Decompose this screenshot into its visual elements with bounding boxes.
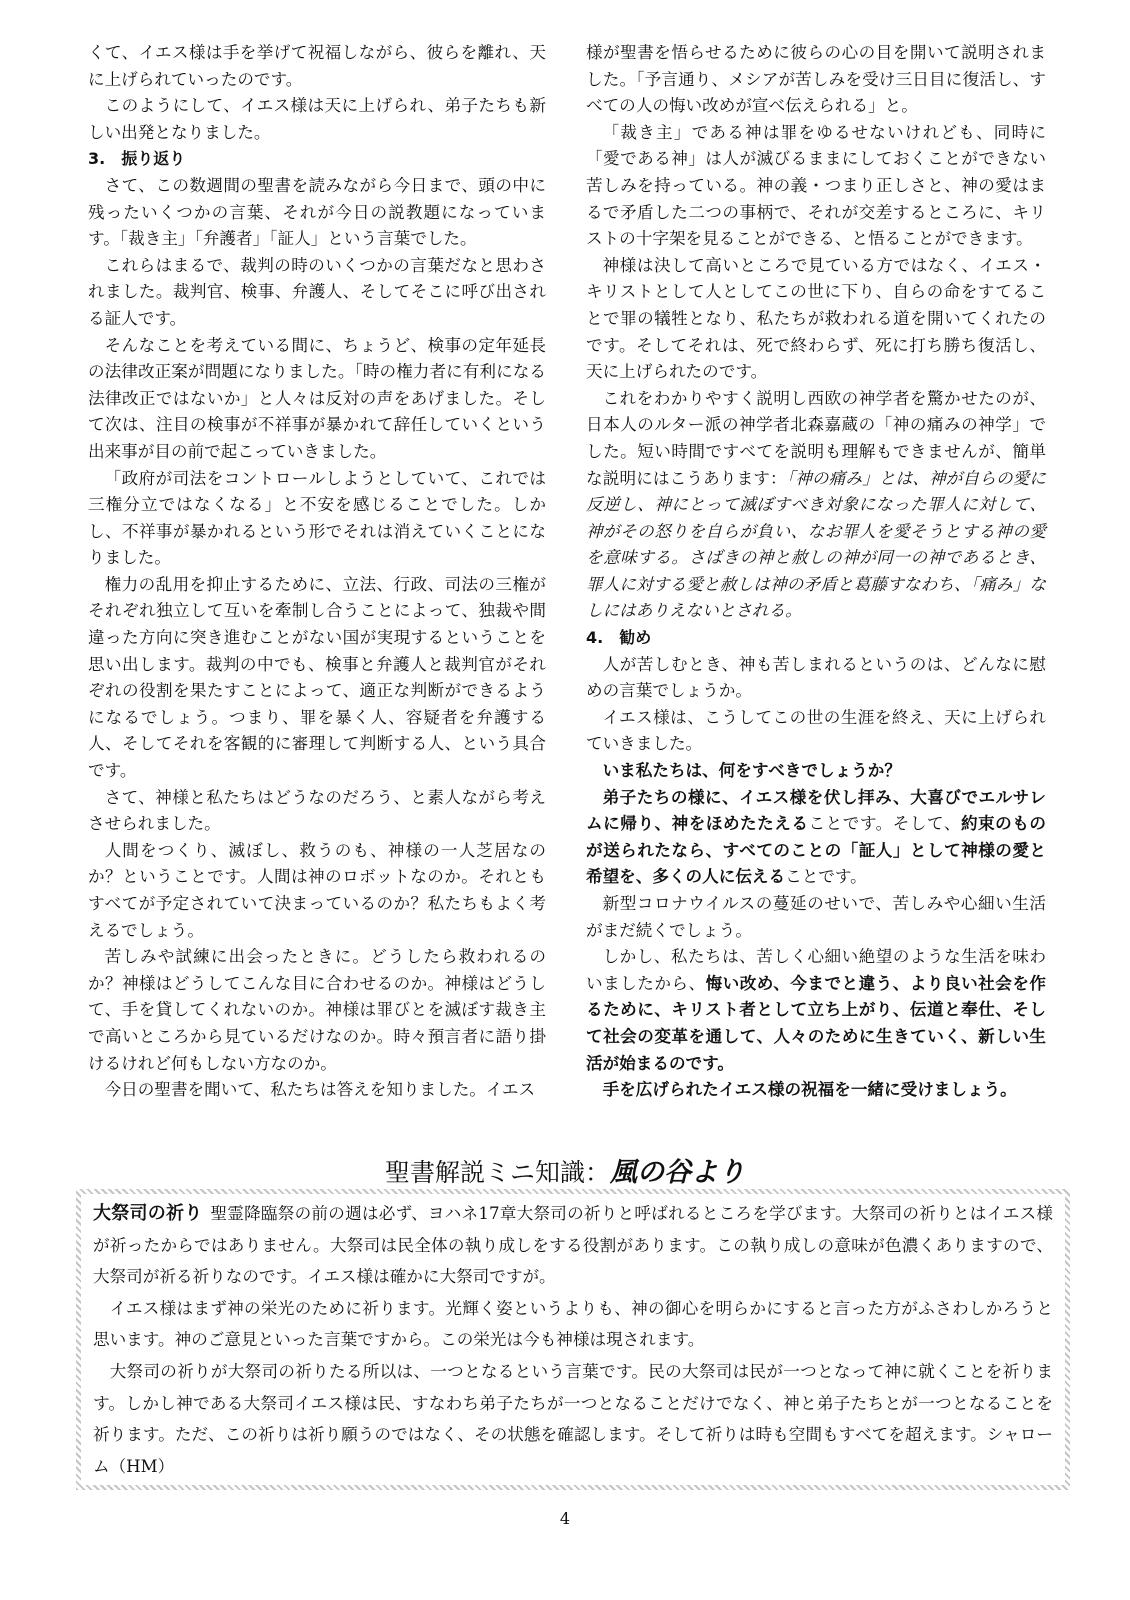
paragraph: 人が苦しむとき、神も苦しまれるというのは、どんなに慰めの言葉でしょうか。 xyxy=(586,654,1046,701)
paragraph-mixed xyxy=(586,785,1046,891)
left-column xyxy=(88,40,546,1104)
page-number: 4 xyxy=(559,1509,571,1528)
mini-knowledge-body xyxy=(93,1198,1053,1482)
paragraph: 「政府が司法をコントロールしようとしていて、これでは三権分立ではなくなる」と不安を感じることでした。しかし、不祥事が暴かれるという形でそれは消えていくことになりました。 xyxy=(88,468,546,568)
paragraph: 苦しみや試練に出会ったときに。どうしたら救われるのか？神様はどうしてこんな目に合わせるのか。神様はどうして、手を貸してくれないのか。神様は罪びとを滅ぼす裁き主で高いところから見ているだけなのか。時々預言者に語り掛けるけれど何もしない方なのか。 xyxy=(88,947,546,1073)
plain-text: ことです。そして、 xyxy=(808,814,961,834)
bold-text: 弟子たちの様に、イエス様を伏し拝み、大喜びでエルサレムに帰り、神をほめたたえる xyxy=(586,787,1046,834)
mini-title-text: 聖書解説ミニ知識： xyxy=(384,1158,610,1187)
paragraph: これらはまるで、裁判の時のいくつかの言葉だなと思わされました。裁判官、検事、弁護人、そしてそこに呼び出される証人です。 xyxy=(88,255,546,328)
paragraph-bold: いま私たちは、何をすべきでしょうか？ xyxy=(602,761,901,781)
mini-title-accent: 風の谷より xyxy=(610,1157,745,1188)
plain-text: ことです。 xyxy=(785,867,867,887)
paragraph: そんなことを考えている間に、ちょうど、検事の定年延長の法律改正案が問題になりました。「時の権力者に有利になる法律改正ではないか」と人々は反対の声をあげました。そして次は、注目の検事が不祥事が暴かれて辞任していくという出来事が目の前で起こっていきました。 xyxy=(88,335,546,461)
paragraph: このようにして、イエス様は天に上げられ、弟子たちも新しい出発となりました。 xyxy=(88,96,546,142)
paragraph-mixed xyxy=(586,944,1046,1077)
paragraph: 「裁き主」である神は罪をゆるせないけれども、同時に「愛である神」は人が滅びるままにしておくことができない苦しみを持っている。神の義・つまり正しさと、神の愛はまるで矛盾した二つの事柄で、それが交差するところに、キリストの十字架を見ることができる、と悟ることができます。 xyxy=(586,122,1046,249)
paragraph: 権力の乱用を抑止するために、立法、行政、司法の三権がそれぞれ独立して互いを牽制し合うことによって、独裁や間違った方向に突き進むことがない国が実現するということを思い出します。裁判の中でも、検事と弁護人と裁判官がそれぞれの役割を果たすことによって、適正な判断ができるようになるでしょう。つまり、罪を暴く人、容疑者を弁護する人、そしてそれを客観的に審理して判断する人、という具合です。 xyxy=(88,574,546,781)
plain-text: 聖霊降臨祭の前の週は必ず、ヨハネ17章大祭司の祈りと呼ばれるところを学びます。大祭司の祈りとはイエス様が祈ったからではありません。大祭司は民全体の執り成しをする役割があります。この執り成しの意味が色濃くありますので、大祭司が祈る祈りなのです。イエス様は確かに大祭司ですが。 xyxy=(93,1204,1054,1287)
paragraph-quote xyxy=(586,386,1046,625)
paragraph: 人間をつくり、滅ぼし、救うのも、神様の一人芝居なのか？ということです。人間は神のロボットなのか。それともすべてが予定されていて決まっているのか？私たちもよく考えるでしょう。 xyxy=(88,840,546,940)
paragraph: くて、イエス様は手を挙げて祝福しながら、彼らを離れ、天に上げられていったのです。 xyxy=(88,43,546,89)
paragraph: イエス様は、こうしてこの世の生涯を終え、天に上げられていきました。 xyxy=(586,707,1046,754)
mini-knowledge-title xyxy=(0,1150,1130,1189)
paragraph xyxy=(93,1198,1053,1293)
section-heading-4: 4. 勧め xyxy=(586,628,652,648)
bold-text: 悔い改め、今までと違う、より良い社会を作るために、キリスト者として立ち上がり、伝道と奉仕、そして社会の変革を通して、人々のために生きていく、新しい生活が始まるのです。 xyxy=(586,973,1046,1073)
paragraph: 大祭司の祈りが大祭司の祈りたる所以は、一つとなるという言葉です。民の大祭司は民が一つとなって神に就くことを祈ります。しかし神である大祭司イエス様は民、すなわち弟子たちが一つとなることだけでなく、神と弟子たちとが一つとなることを祈ります。ただ、この祈りは祈り願うのではなく、その状態を確認します。そして祈りは時も空間もすべてを超えます。シャローム（HM） xyxy=(93,1361,1053,1476)
paragraph: さて、この数週間の聖書を読みながら今日まで、頭の中に残ったいくつかの言葉、それが今日の説教題になっています。「裁き主」「弁護者」「証人」という言葉でした。 xyxy=(88,175,546,249)
bold-text: 約束のものが送られたなら、すべてのことの「証人」として神様の愛と希望を、多くの人に伝える xyxy=(586,814,1047,887)
plain-text: しかし、私たちは、苦しく心細い絶望のような生活を味わいましたから、 xyxy=(586,947,1046,993)
paragraph: さて、神様と私たちはどうなのだろう、と素人ながら考えさせられました。 xyxy=(88,787,546,834)
paragraph-bold: 手を広げられたイエス様の祝福を一緒に受けましょう。 xyxy=(602,1080,1017,1100)
quote-intro: これをわかりやすく説明し西欧の神学者を驚かせたのが、日本人のルター派の神学者北森嘉蔵の「神の痛みの神学」でした。短い時間ですべてを説明も理解もできませんが、簡単な説明にはこうあります： xyxy=(586,388,1046,488)
section-heading-3: 3. 振り返り xyxy=(88,149,186,169)
mini-knowledge-box xyxy=(76,1189,1070,1490)
paragraph: 様が聖書を悟らせるために彼らの心の目を開いて説明されました。「予言通り、メシアが苦しみを受け三日目に復活し、すべての人の悔い改めが宣べ伝えられる」と。 xyxy=(586,43,1046,116)
paragraph: イエス様はまず神の栄光のために祈ります。光輝く姿というよりも、神の御心を明らかにすると言った方がふさわしかろうと思います。神のご意見といった言葉ですから。この栄光は今も神様は現されます。 xyxy=(93,1298,1053,1350)
mini-label: 大祭司の祈り xyxy=(93,1203,203,1224)
right-column xyxy=(586,40,1046,1104)
quote-italic: 「神の痛み」とは、神が自らの愛に反逆し、神にとって滅ぼすべき対象になった罪人に対して、神がその怒りを自らが負い、なお罪人を愛そうとする神の愛を意味する。さばきの神と赦しの神が同一の神であるとき、罪人に対する愛と赦しは神の矛盾と葛藤すなわち、「痛み」なしにはありえないとされる。 xyxy=(586,468,1047,621)
paragraph: 新型コロナウイルスの蔓延のせいで、苦しみや心細い生活がまだ続くでしょう。 xyxy=(586,894,1046,940)
paragraph: 神様は決して高いところで見ている方ではなく、イエス・キリストとして人としてこの世に下り、自らの命をすてることで罪の犠牲となり、私たちが救われる道を開いてくれたのです。そしてそれは、死で終わらず、死に打ち勝ち復活し、天に上げられたのです。 xyxy=(586,255,1046,382)
paragraph: 今日の聖書を聞いて、私たちは答えを知りました。イエス xyxy=(104,1080,536,1100)
